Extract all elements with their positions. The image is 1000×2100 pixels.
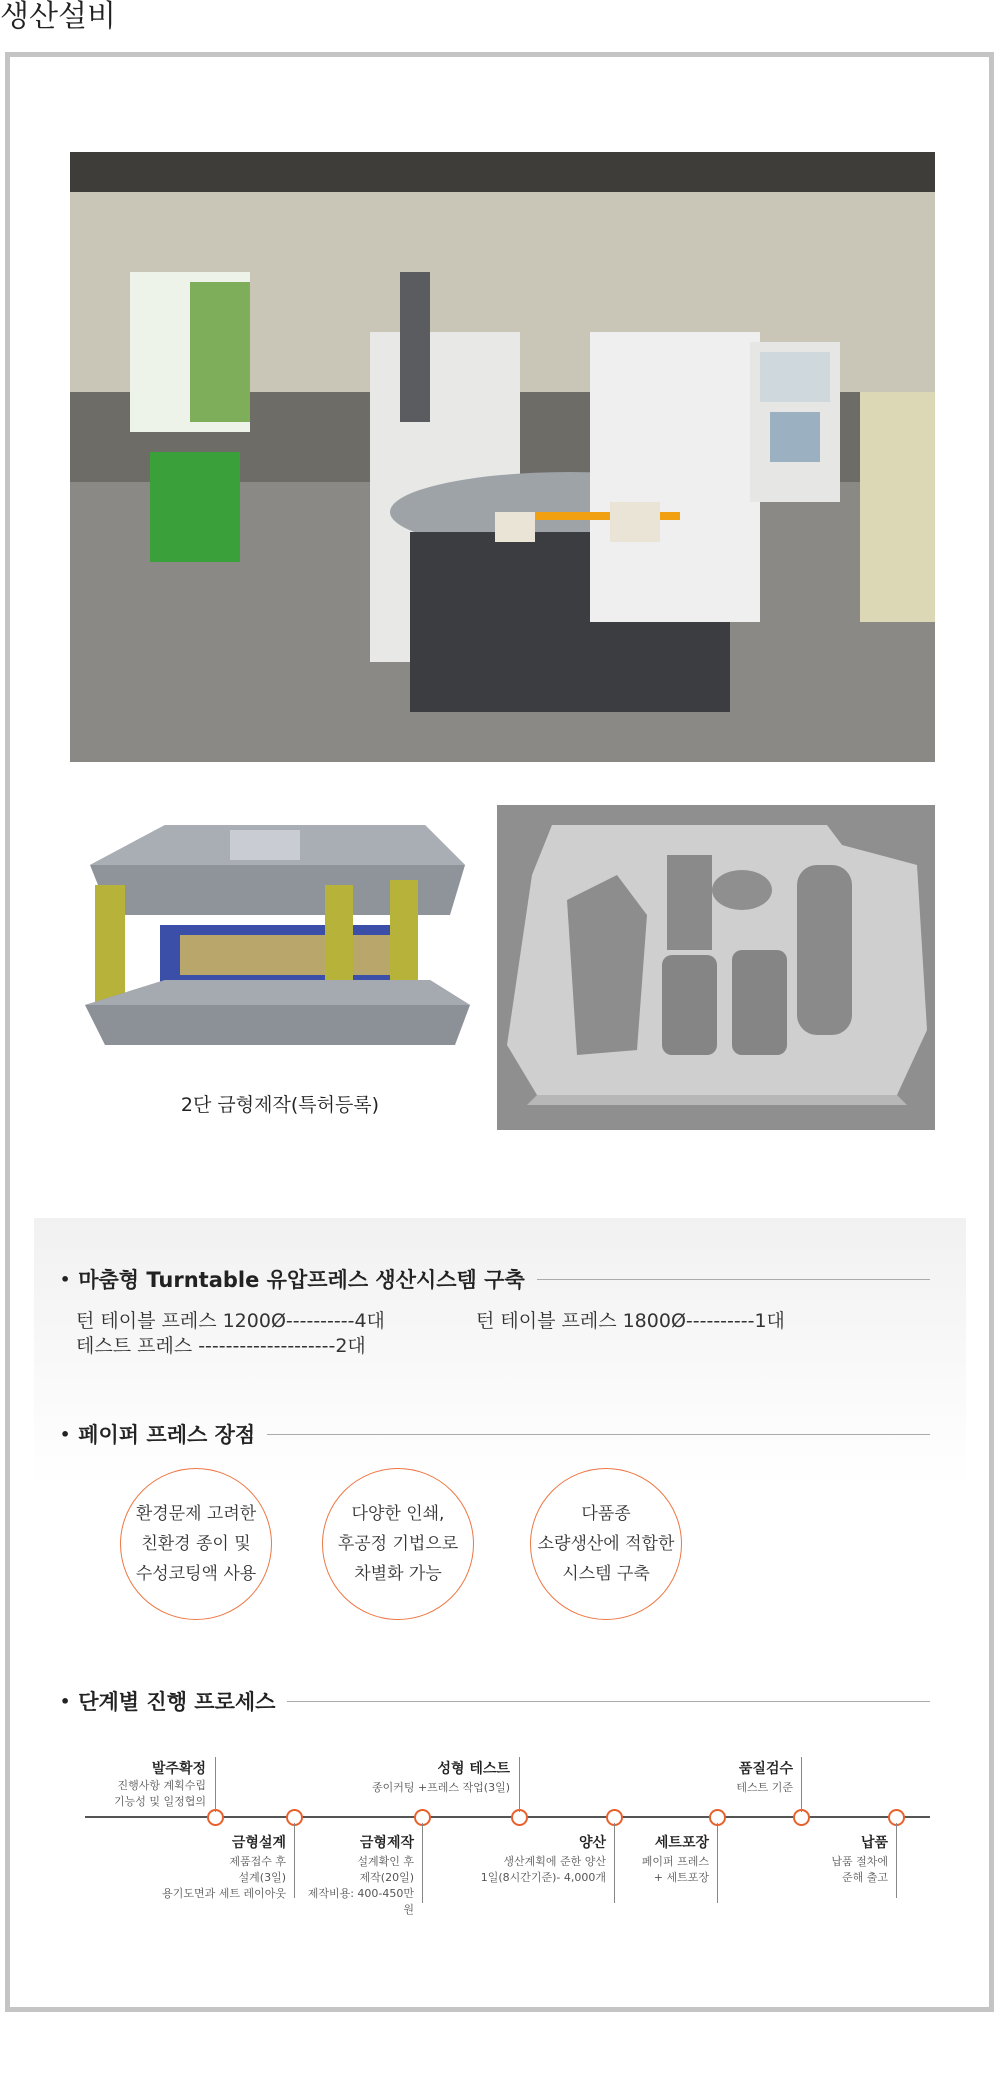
section-heading-advantages [60,1419,930,1449]
step-desc-quality: 테스트 기준 [736,1781,793,1794]
advantage-text: 환경문제 고려한 친환경 종이 및 수성코팅액 사용 [135,1504,257,1584]
step-title-mold-design: 금형설계 [231,1835,286,1851]
advantage-circle [120,1468,272,1620]
bullet-icon: • [60,1424,71,1444]
step-title-quality: 품질검수 [738,1761,793,1777]
advantage-text: 다양한 인쇄, 후공정 기법으로 차별화 가능 [337,1504,459,1584]
step-desc-set-packing: 페이퍼 프레스 + 세트포장 [641,1855,709,1884]
step-connector [422,1823,423,1903]
mold-design-render [70,805,495,1060]
step-title-forming-test: 성형 테스트 [437,1761,510,1777]
step-title-order: 발주확정 [151,1761,206,1777]
section-heading-text: 단계별 진행 프로세스 [78,1690,276,1714]
step-desc-forming-test: 종이커팅 +프레스 작업(3일) [371,1781,510,1794]
advantage-circle [530,1468,682,1620]
step-connector [215,1757,216,1812]
section-heading-text: 마춤형 Turntable 유압프레스 생산시스템 구축 [78,1268,525,1292]
paper-tray-photo [497,805,935,1130]
step-desc-order: 진행사항 계획수립 기능성 및 일정협의 [113,1779,206,1808]
section-heading-process [60,1686,930,1716]
step-desc-mold-making: 설계확인 후 제작(20일) 제작비용: 400-450만원 [307,1855,414,1916]
step-connector [614,1823,615,1903]
step-connector [519,1757,520,1812]
spec-line-1800: 턴 테이블 프레스 1800Ø----------1대 [476,1310,785,1332]
spec-line-test: 테스트 프레스 --------------------2대 [76,1335,366,1357]
step-desc-mold-design: 제품접수 후 설계(3일) 용기도면과 세트 레이아웃 [162,1855,286,1900]
heading-rule [267,1434,930,1435]
production-machine-photo [70,152,935,762]
heading-rule [537,1279,930,1280]
step-title-set-packing: 세트포장 [654,1835,709,1851]
step-title-delivery: 납품 [860,1835,888,1851]
step-title-mold-making: 금형제작 [359,1835,414,1851]
step-desc-mass-production: 생산계획에 준한 양산 1일(8시간기준)- 4,000개 [480,1855,606,1884]
step-connector [294,1823,295,1898]
step-connector [896,1823,897,1898]
step-desc-delivery: 납품 절차에 준해 출고 [831,1855,888,1884]
section-heading-text: 페이퍼 프레스 장점 [78,1423,256,1447]
step-title-mass-production: 양산 [578,1835,606,1851]
bullet-icon: • [60,1269,71,1289]
step-connector [717,1823,718,1903]
mold-caption: 2단 금형제작(특허등록) [180,1094,380,1116]
step-connector [801,1757,802,1812]
section-heading-turntable [60,1264,930,1294]
spec-line-1200: 턴 테이블 프레스 1200Ø----------4대 [76,1310,385,1332]
heading-rule [287,1701,930,1702]
advantage-circle [322,1468,474,1620]
bullet-icon: • [60,1691,71,1711]
advantage-text: 다품종 소량생산에 적합한 시스템 구축 [537,1504,675,1584]
page-title: 생산설비 [0,0,116,34]
